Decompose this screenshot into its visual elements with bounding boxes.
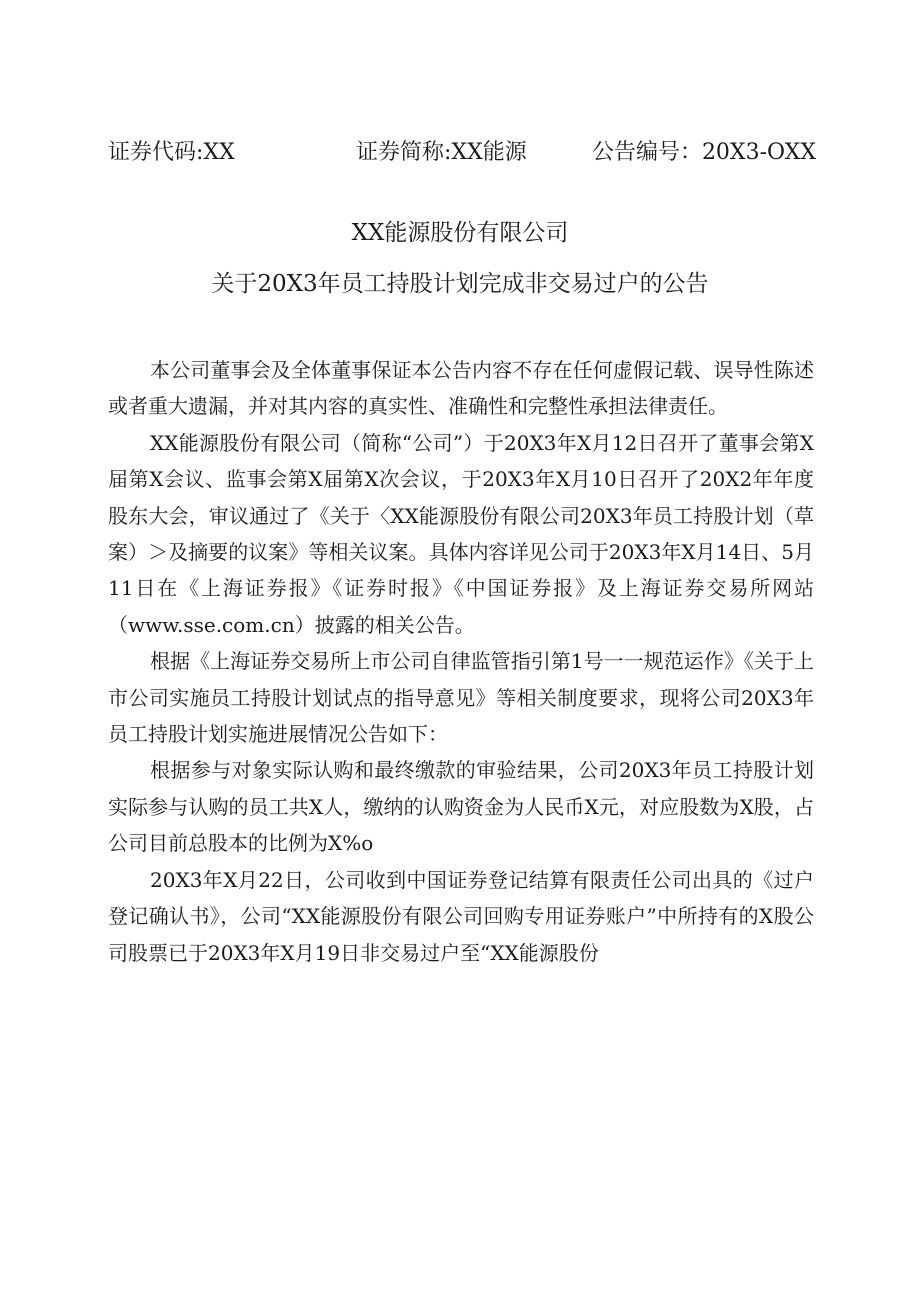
announcement-body bbox=[108, 352, 814, 971]
stock-short-name: 证券简称:XX能源 bbox=[356, 140, 527, 165]
announcement-title: 关于20X3年员工持股计划完成非交易过户的公告 bbox=[211, 271, 709, 297]
company-title: XX能源股份有限公司 bbox=[351, 220, 569, 246]
announcement-header bbox=[108, 135, 816, 169]
announcement-number: 公告编号：20X3-OXX bbox=[591, 140, 816, 165]
stock-code: 证券代码:XX bbox=[108, 140, 235, 165]
paragraph: 本公司董事会及全体董事保证本公告内容不存在任何虚假记载、误导性陈述或者重大遗漏，并对其内容的真实性、准确性和完整性承担法律责任。 bbox=[108, 358, 814, 419]
paragraph: 20X3年X月22日，公司收到中国证券登记结算有限责任公司出具的《过户登记确认书》，公司“XX能源股份有限公司回购专用证券账户”中所持有的X股公司股票已于20X3年X月19日非交易过户至“XX能源股份 bbox=[108, 867, 814, 965]
paragraph: 根据《上海证券交易所上市公司自律监管指引第1号一一规范运作》《关于上市公司实施员工持股计划试点的指导意见》等相关制度要求，现将公司20X3年员工持股计划实施进展情况公告如下： bbox=[108, 649, 814, 747]
paragraph: XX能源股份有限公司（简称“公司”）于20X3年X月12日召开了董事会第X届第X会议、监事会第X届第X次会议，于20X3年X月10日召开了20X2年年度股东大会，审议通过了《关于〈XX能源股份有限公司20X3年员工持股计划（草案）＞及摘要的议案》等相关议案。具体内容详见公司于20X3年X月14日、5月11日在《上海证券报》《证券时报》《中国证券报》及上海证券交易所网站（www.sse.com.cn）披露的相关公告。 bbox=[108, 430, 814, 637]
paragraph: 根据参与对象实际认购和最终缴款的审验结果，公司20X3年员工持股计划实际参与认购的员工共X人，缴纳的认购资金为人民币X元，对应股数为X股，占公司目前总股本的比例为X%o bbox=[108, 758, 814, 856]
